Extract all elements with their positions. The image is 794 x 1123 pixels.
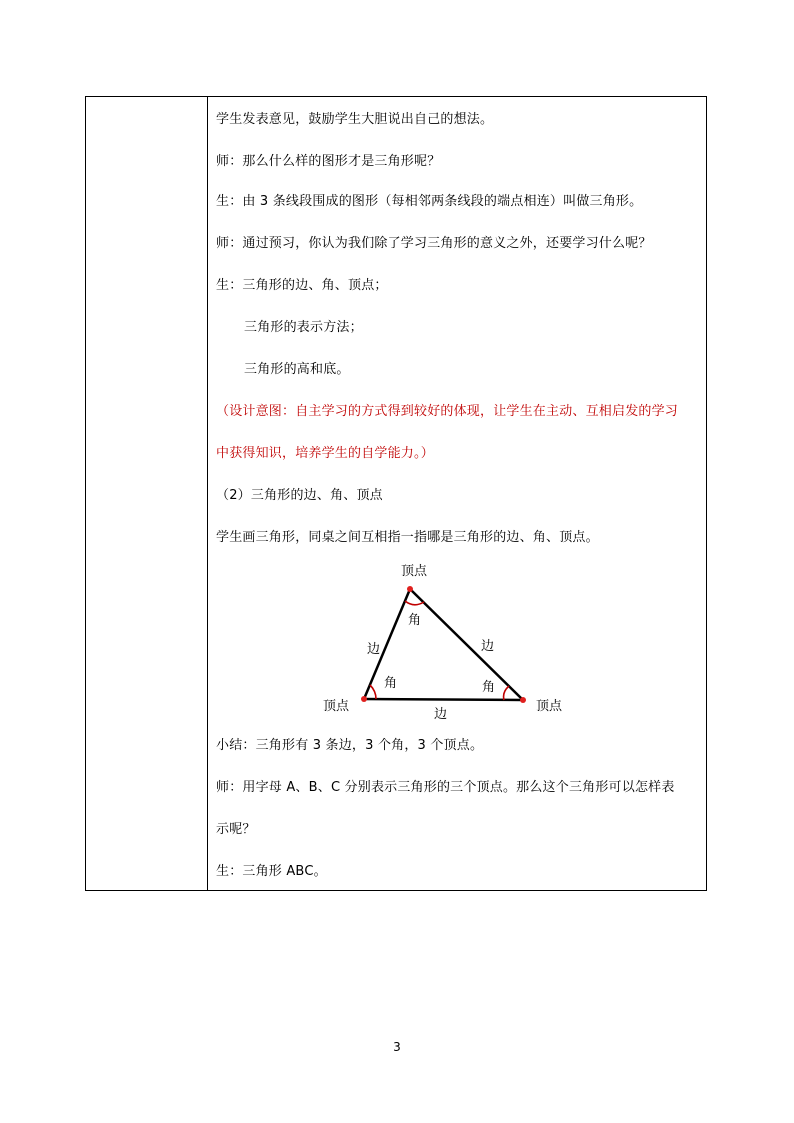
section-heading: （2）三角形的边、角、顶点 (216, 488, 383, 503)
vertex-dot-right (520, 697, 526, 703)
vertex-dot-left (361, 696, 367, 702)
text-line-13: 师：用字母 A、B、C 分别表示三角形的三个顶点。那么这个三角形可以怎样表 (216, 780, 675, 795)
angle-arc-right (504, 686, 509, 700)
text-line-3: 生：由 3 条线段围成的图形（每相邻两条线段的端点相连）叫做三角形。 (216, 194, 643, 209)
label-vertex-top: 顶点 (401, 564, 428, 579)
table-column-divider (207, 96, 208, 891)
triangle-diagram (318, 558, 578, 724)
design-intent-line-2: 中获得知识，培养学生的自学能力。） (216, 446, 434, 461)
text-line-6: 三角形的表示方法； (244, 320, 363, 335)
text-line-4: 师：通过预习，你认为我们除了学习三角形的意义之外，还要学习什么呢？ (216, 236, 652, 251)
label-side-bottom: 边 (434, 707, 448, 722)
text-line-7: 三角形的高和底。 (244, 362, 350, 377)
triangle-side-right (410, 589, 523, 700)
label-angle-right: 角 (482, 680, 496, 695)
text-line-2: 师：那么什么样的图形才是三角形呢？ (216, 154, 441, 169)
label-side-right: 边 (481, 639, 495, 654)
label-vertex-right: 顶点 (536, 699, 563, 714)
vertex-dot-top (407, 586, 413, 592)
label-side-left: 边 (367, 642, 381, 657)
angle-arc-left (370, 685, 376, 699)
label-angle-top: 角 (408, 613, 422, 628)
text-line-14: 示呢？ (216, 822, 256, 837)
triangle-side-bottom (364, 699, 523, 700)
text-line-1: 学生发表意见，鼓励学生大胆说出自己的想法。 (216, 112, 494, 127)
lesson-table (85, 96, 707, 891)
summary-line: 小结：三角形有 3 条边，3 个角，3 个顶点。 (216, 738, 484, 753)
text-line-5: 生：三角形的边、角、顶点； (216, 278, 388, 293)
label-angle-left: 角 (384, 676, 398, 691)
text-line-11: 学生画三角形，同桌之间互相指一指哪是三角形的边、角、顶点。 (216, 530, 599, 545)
page-number: 3 (393, 1040, 401, 1054)
text-line-15: 生：三角形 ABC。 (216, 864, 327, 879)
label-vertex-left: 顶点 (323, 699, 350, 714)
design-intent-line-1: （设计意图：自主学习的方式得到较好的体现，让学生在主动、互相启发的学习 (216, 404, 679, 419)
